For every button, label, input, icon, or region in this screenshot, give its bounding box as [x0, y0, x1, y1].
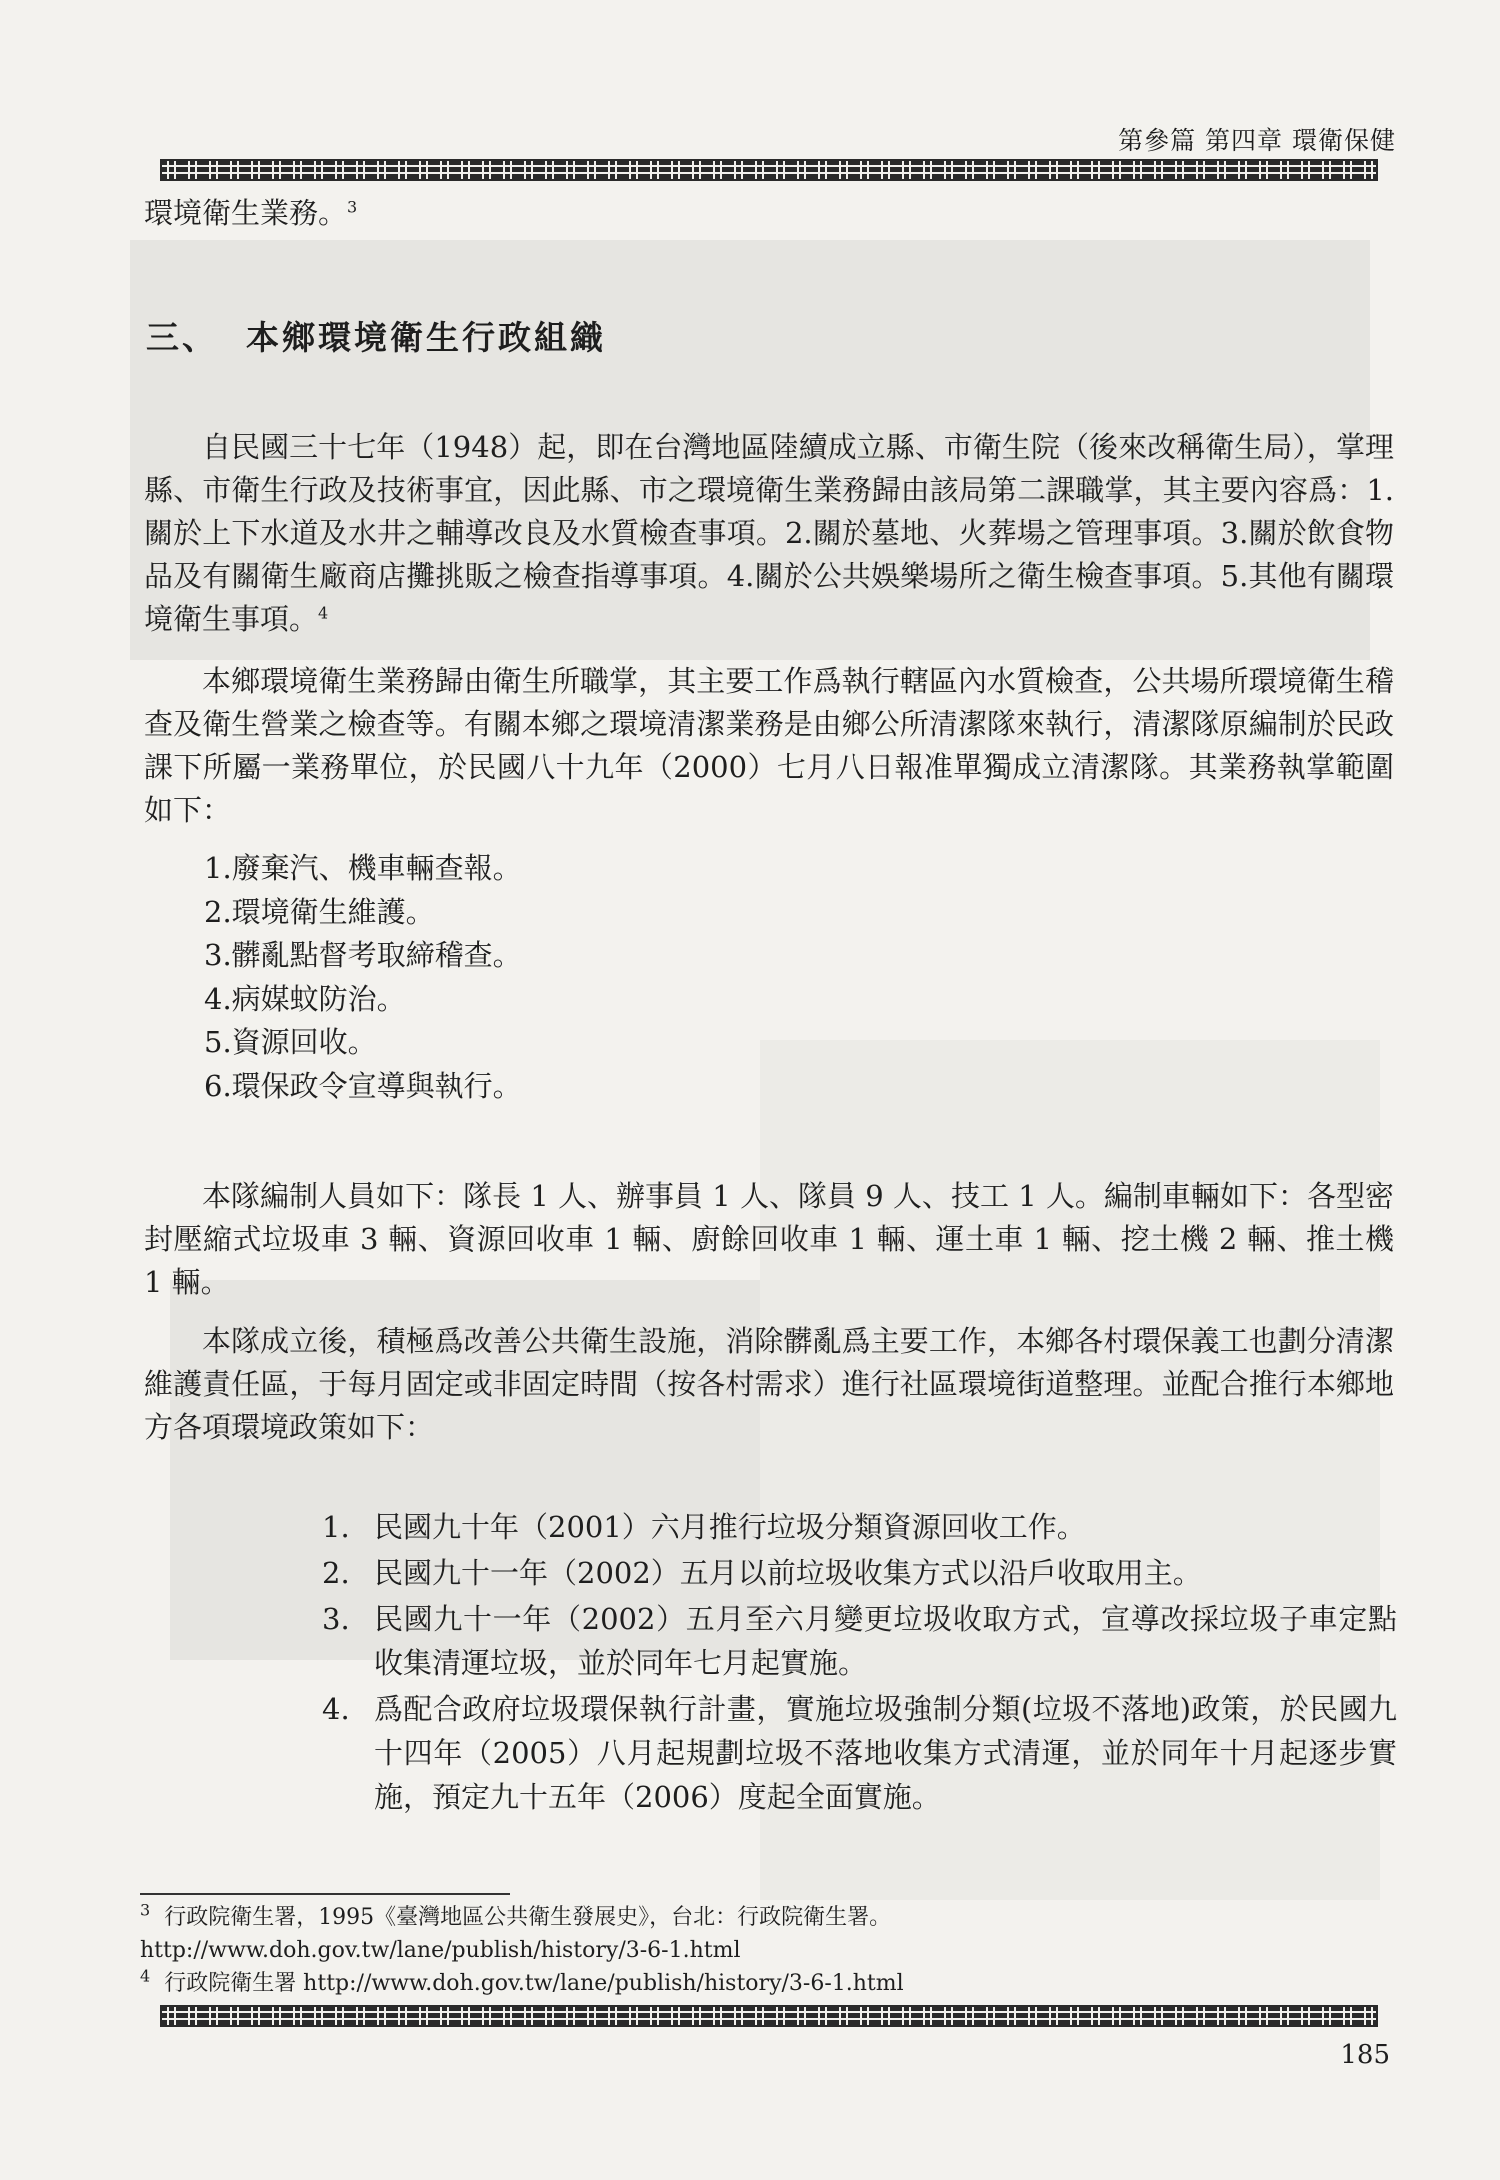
list-item-number: 1. [322, 1510, 350, 1544]
bottom-decorative-border [160, 2005, 1378, 2027]
section-heading [146, 312, 606, 359]
list-item-text: 民國九十年（2001）六月推行垃圾分類資源回收工作。 [374, 1510, 1086, 1544]
footnote-ref-3[interactable]: 3 [347, 197, 358, 217]
list-item-text: 民國九十一年（2002）五月以前垃圾收集方式以沿戶收取用主。 [374, 1556, 1202, 1590]
running-header: 第參篇 第四章 環衛保健 [1118, 126, 1396, 155]
list-item [322, 1597, 1397, 1685]
policies-list [322, 1505, 1397, 1819]
paragraph-1-text: 自民國三十七年（1948）起，即在台灣地區陸續成立縣、市衛生院（後來改稱衛生局），掌理縣、市衛生行政及技術事宜，因此縣、市之環境衛生業務歸由該局第二課職掌，其主要內容爲：1.關於上下水道及水井之輔導改良及水質檢查事項。2.關於墓地、火葬場之管理事項。3.關於飲食物品及有關衛生廠商店攤挑販之檢查指導事項。4.關於公共娛樂場所之衛生檢查事項。5.其他有關環境衛生事項。 [144, 430, 1394, 636]
list-item: 4.病媒蚊防治。 [204, 981, 406, 1016]
list-item: 2.環境衛生維護。 [204, 894, 435, 929]
page-number: 185 [1340, 2040, 1390, 2070]
list-item [322, 1505, 1397, 1549]
footnote-number: 4 [140, 1966, 151, 1986]
paragraph-2 [144, 660, 1394, 832]
footnote-text: 行政院衛生署，1995《臺灣地區公共衛生發展史》，台北：行政院衛生署。 [164, 1905, 892, 1930]
list-item: 6.環保政令宣導與執行。 [204, 1068, 522, 1103]
intro-line [144, 192, 1394, 235]
paragraph-2-text: 本鄉環境衛生業務歸由衛生所職掌，其主要工作爲執行轄區內水質檢查，公共場所環境衛生稽查及衛生營業之檢查等。有關本鄉之環境清潔業務是由鄉公所清潔隊來執行，清潔隊原編制於民政課下所屬一業務單位，於民國八十九年（2000）七月八日報准單獨成立清潔隊。其業務執掌範圍如下： [144, 664, 1394, 827]
footnote-4 [140, 1967, 1380, 2000]
list-item-number: 3. [322, 1602, 350, 1636]
intro-text: 環境衛生業務。 [144, 196, 348, 230]
paragraph-3-text: 本隊編制人員如下：隊長 1 人、辦事員 1 人、隊員 9 人、技工 1 人。編制車輛如下：各型密封壓縮式垃圾車 3 輛、資源回收車 1 輛、廚餘回收車 1 輛、運土車 1 輛、挖土機 2 輛、推土機 1 輛。 [144, 1179, 1394, 1299]
paragraph-4 [144, 1320, 1394, 1449]
top-decorative-border [160, 159, 1378, 181]
footnote-divider [140, 1893, 510, 1895]
section-title: 本鄉環境衛生行政組織 [246, 318, 606, 357]
list-item-text: 民國九十一年（2002）五月至六月變更垃圾收取方式，宣導改採垃圾子車定點收集清運垃圾，並於同年七月起實施。 [374, 1602, 1397, 1680]
list-item-number: 4. [322, 1692, 350, 1726]
section-number: 三、 [146, 318, 218, 357]
list-item: 5.資源回收。 [204, 1025, 377, 1059]
list-item-text: 爲配合政府垃圾環保執行計畫，實施垃圾強制分類(垃圾不落地)政策，於民國九十四年（2005）八月起規劃垃圾不落地收集方式清運，並於同年十月起逐步實施，預定九十五年（2006）度起全面實施。 [374, 1692, 1397, 1814]
list-item: 1.廢棄汽、機車輛查報。 [204, 851, 522, 885]
list-item: 3.髒亂點督考取締稽查。 [204, 938, 522, 972]
duties-list [204, 847, 522, 1108]
footnote-text: 行政院衛生署 http://www.doh.gov.tw/lane/publish/history/3-6-1.html [164, 1971, 904, 1996]
list-item-number: 2. [322, 1556, 350, 1590]
footnote-url[interactable]: http://www.doh.gov.tw/lane/publish/history/3-6-1.html [140, 1938, 741, 1963]
footnote-3 [140, 1901, 1380, 1934]
paragraph-1 [144, 426, 1394, 641]
list-item [322, 1687, 1397, 1819]
footnote-ref-4[interactable]: 4 [318, 603, 329, 623]
list-item [322, 1551, 1397, 1595]
footnotes [140, 1901, 1380, 2000]
footnote-number: 3 [140, 1900, 151, 1920]
paragraph-3 [144, 1175, 1394, 1304]
paragraph-4-text: 本隊成立後，積極爲改善公共衛生設施，消除髒亂爲主要工作，本鄉各村環保義工也劃分清潔維護責任區，于每月固定或非固定時間（按各村需求）進行社區環境街道整理。並配合推行本鄉地方各項環境政策如下： [144, 1324, 1394, 1444]
